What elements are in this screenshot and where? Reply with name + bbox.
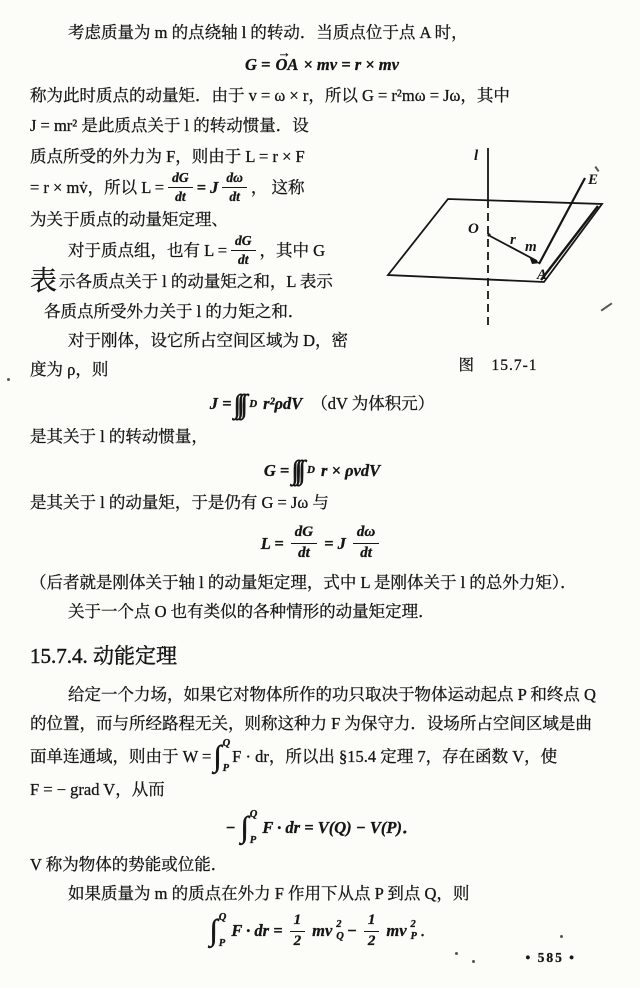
formula-lhs: J = <box>209 394 232 414</box>
work-text: 如果质量为 m 的质点在外力 F 作用下从点 P 到点 Q，则 <box>68 884 470 904</box>
point-O-note: 关于一个点 O 也有类似的各种情形的动量矩定理． <box>68 602 435 622</box>
col-line-5 <box>30 267 382 296</box>
inertia-text: 是其关于 l 的转动惯量， <box>30 426 208 446</box>
col-line-5-rest: 示各质点关于 l 的动量矩之和，L 表示 <box>59 272 333 292</box>
subscript: P <box>410 931 417 942</box>
formula-note: （dV 为体积元） <box>311 394 435 414</box>
plane-parallelogram <box>388 199 602 282</box>
integral-glyph: ∫ <box>209 914 218 947</box>
fraction-denominator: dt <box>175 189 186 205</box>
wrapped-text-column <box>30 142 382 385</box>
fraction-numerator: dG <box>291 525 317 544</box>
page-number: • 585 • <box>525 950 576 965</box>
radius-vector-arrowhead <box>529 256 540 264</box>
term-mv: mv <box>312 921 333 941</box>
col-line-3: 为关于质点的动量矩定理、 <box>30 209 228 229</box>
fraction-numerator: dω <box>353 525 379 544</box>
fraction-denominator: dt <box>238 252 249 268</box>
col-line-2-mid: = J <box>196 178 219 198</box>
torque-theorem-note: （后者就是刚体关于轴 l 的动量矩定理，式中 L 是刚体关于 l 的总外力矩）． <box>30 572 577 592</box>
point-E-label: E <box>588 171 599 188</box>
figure-column <box>382 142 614 385</box>
fraction-numerator: 1 <box>290 913 306 932</box>
section-heading: 15.7.4. 动能定理 <box>30 643 177 668</box>
formula-body: r²ρdV <box>263 394 303 414</box>
squared-subscript-Q <box>336 920 344 943</box>
fraction-one-half <box>290 913 306 950</box>
line-integral <box>241 810 258 846</box>
fraction-dG-dt <box>291 525 317 562</box>
fraction-dw-dt <box>222 171 247 204</box>
formula-lhs: G = <box>263 460 290 480</box>
col-line-4-post: ，其中 G <box>259 240 326 260</box>
point-A-label: A <box>537 266 548 283</box>
fraction-denominator: dt <box>298 545 310 562</box>
formula-angular-momentum-body <box>30 457 614 484</box>
fraction-denominator: 2 <box>367 932 376 949</box>
upper-limit: Q <box>218 912 227 923</box>
two-column-zone <box>30 142 614 385</box>
col-line-2-pre: = r × mv̇，所以 L = <box>30 178 165 198</box>
integral-glyph: ∫ <box>240 811 249 845</box>
fraction-dG-dt <box>231 234 256 267</box>
formula-kinetic-energy <box>30 913 614 950</box>
superscript: 2 <box>336 918 342 930</box>
para-line-1: 给定一个力场，如果它对物体所作的功只取决于物体运动起点 P 和终点 Q <box>68 684 596 704</box>
minus-sign: − <box>346 921 357 941</box>
formula-body: F · dr = V(Q) − V(P)． <box>262 818 419 838</box>
formula-torque-theorem <box>30 525 614 562</box>
col-line-7: 对于刚体，设它所占空间区域为 D，密 <box>68 331 349 350</box>
para-line-4: F = − grad V，从而 <box>30 779 165 799</box>
mass-label: m <box>525 238 537 255</box>
fraction-dG-dt <box>168 171 193 204</box>
formula-lhs: L = <box>260 533 284 553</box>
formula-body: r × ρvdV <box>320 460 381 480</box>
para-line-3-pre: 面单连通域，则由于 W = <box>30 746 212 766</box>
para-line-3-post: F · dr，所以出 §15.4 定理 7，存在函数 V，使 <box>232 746 558 766</box>
fraction-denominator: dt <box>360 545 372 562</box>
subscript: Q <box>336 931 344 942</box>
formula-end: ． <box>419 921 437 941</box>
col-line-4-pre: 对于质点组，也有 L = <box>68 240 228 260</box>
integral-domain: D <box>307 463 315 476</box>
lower-limit: P <box>249 834 257 846</box>
scan-speck <box>7 378 10 381</box>
term-mv: mv <box>386 921 407 941</box>
line-integral <box>210 913 227 949</box>
momentum-text: 是其关于 l 的动量矩，于是仍有 G = Jω 与 <box>30 493 329 513</box>
integral-limits <box>223 739 231 775</box>
lower-limit: P <box>222 763 229 775</box>
integral-domain: D <box>249 397 258 410</box>
vector-OA: OA → <box>275 55 298 75</box>
fraction-numerator: 1 <box>364 913 380 932</box>
formula-lhs: G = <box>245 55 271 75</box>
fraction-numerator: dG <box>168 171 193 188</box>
formula-rhs: × mv = r × mv <box>303 55 399 75</box>
upper-limit: Q <box>249 809 258 821</box>
integral-limits <box>250 810 258 846</box>
col-line-1: 质点所受的外力为 F，则由于 L = r × F <box>30 146 305 166</box>
fraction-one-half <box>364 913 380 950</box>
fraction-denominator: dt <box>229 189 240 205</box>
para-line-2: 的位置，而与所经路程无关，则称这种力 F 为保守力．设场所占空间区域是曲 <box>30 714 592 734</box>
large-character: 表 <box>30 266 57 297</box>
fraction-dw-dt <box>353 525 379 562</box>
scan-speck <box>472 960 475 963</box>
upper-limit: Q <box>222 737 231 749</box>
origin-point <box>487 233 490 236</box>
axis-label: l <box>474 147 479 164</box>
intro-line-3: J = mr² 是此质点关于 l 的转动惯量．设 <box>30 115 309 135</box>
col-line-8: 度为 ρ，则 <box>30 360 109 380</box>
integral-glyph: ∫ <box>213 739 222 773</box>
col-line-2 <box>30 171 382 204</box>
formula-potential <box>30 810 614 846</box>
formula-angular-momentum <box>30 55 614 75</box>
lower-limit: P <box>218 937 226 949</box>
col-line-4 <box>30 234 382 267</box>
origin-label: O <box>468 220 479 237</box>
integral-limits <box>219 913 227 949</box>
fraction-numerator: dG <box>231 234 256 251</box>
para-line-3 <box>30 739 614 775</box>
intro-line-2: 称为此时质点的动量矩．由于 v = ω × r，所以 G = r²mω = Jω，其中 <box>30 86 510 106</box>
figure-caption: 图 15.7-1 <box>458 356 538 374</box>
squared-subscript-P <box>411 920 417 943</box>
radius-label: r <box>510 231 516 248</box>
superscript: 2 <box>410 918 416 930</box>
formula-moment-of-inertia <box>30 391 614 418</box>
potential-energy-text: V 称为物体的势能或位能． <box>30 855 228 875</box>
minus-sign: − <box>225 818 236 838</box>
line-integral <box>213 739 230 775</box>
fraction-denominator: 2 <box>293 932 302 949</box>
intro-line-1: 考虑质量为 m 的点绕轴 l 的转动．当质点位于点 A 时， <box>68 23 468 42</box>
fraction-numerator: dω <box>222 171 247 188</box>
formula-mid: = J <box>324 533 346 553</box>
scan-speck <box>560 935 563 938</box>
col-line-6: 各质点所受外力关于 l 的力矩之和． <box>44 301 305 321</box>
scan-speck <box>455 952 458 955</box>
col-line-2-post: ， 这称 <box>250 178 305 198</box>
formula-pre: F · dr = <box>231 921 283 941</box>
